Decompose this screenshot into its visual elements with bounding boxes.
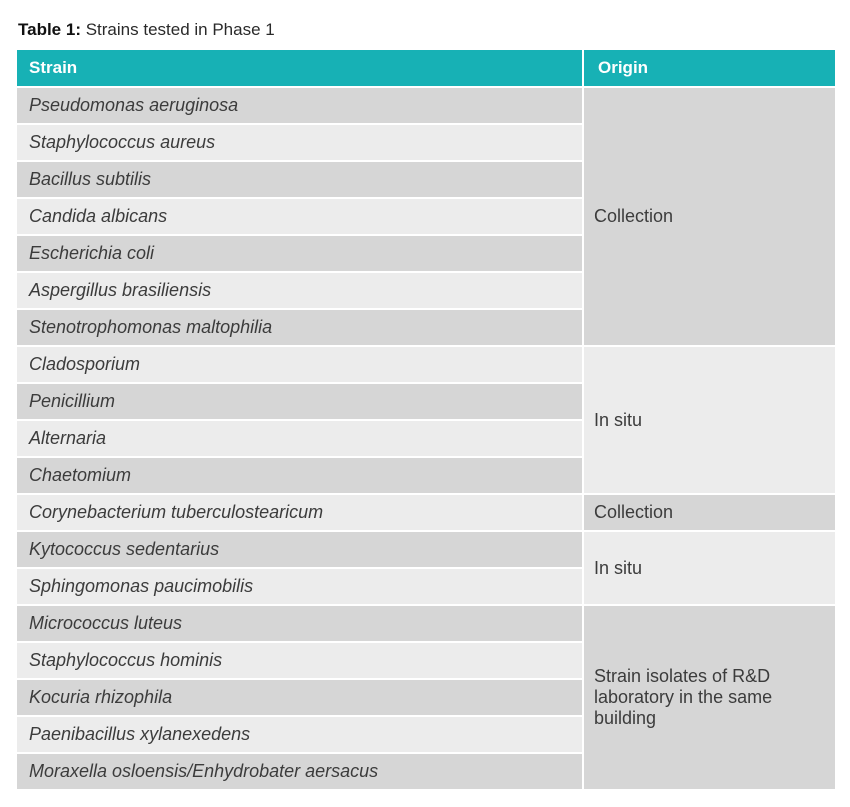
origin-cell <box>584 347 835 493</box>
origin-label: Strain isolates of R&D laboratory in the same building <box>594 666 773 728</box>
strain-row: Kocuria rhizophila <box>17 680 582 715</box>
strain-row: Kytococcus sedentarius <box>17 532 582 567</box>
origin-label: Collection <box>594 206 674 226</box>
strain-row: Bacillus subtilis <box>17 162 582 197</box>
strain-row: Moraxella osloensis/Enhydrobater aersacus <box>17 754 582 789</box>
caption-label: Table 1: <box>18 20 81 39</box>
header-origin: Origin <box>584 50 835 86</box>
strain-row: Corynebacterium tuberculostearicum <box>17 495 582 530</box>
strain-row: Cladosporium <box>17 347 582 382</box>
strain-row: Penicillium <box>17 384 582 419</box>
header-strain: Strain <box>17 50 582 86</box>
origin-label: Collection <box>594 502 674 522</box>
strain-row: Escherichia coli <box>17 236 582 271</box>
strain-row: Alternaria <box>17 421 582 456</box>
caption-text: Strains tested in Phase 1 <box>80 20 275 39</box>
origin-cell <box>584 88 835 345</box>
strain-row: Pseudomonas aeruginosa <box>17 88 582 123</box>
strain-row: Paenibacillus xylanexedens <box>17 717 582 752</box>
strain-row: Staphylococcus aureus <box>17 125 582 160</box>
strain-row: Aspergillus brasiliensis <box>17 273 582 308</box>
table-caption <box>18 20 275 40</box>
strain-row: Candida albicans <box>17 199 582 234</box>
strain-row: Staphylococcus hominis <box>17 643 582 678</box>
origin-label: In situ <box>594 409 643 430</box>
strain-row: Sphingomonas paucimobilis <box>17 569 582 604</box>
strains-table <box>17 50 835 793</box>
origin-label: In situ <box>594 557 643 578</box>
origin-cell <box>584 495 835 530</box>
strain-row: Chaetomium <box>17 458 582 493</box>
strain-row: Stenotrophomonas maltophilia <box>17 310 582 345</box>
origin-cell <box>584 532 835 604</box>
origin-cell <box>584 606 835 789</box>
strain-row: Micrococcus luteus <box>17 606 582 641</box>
